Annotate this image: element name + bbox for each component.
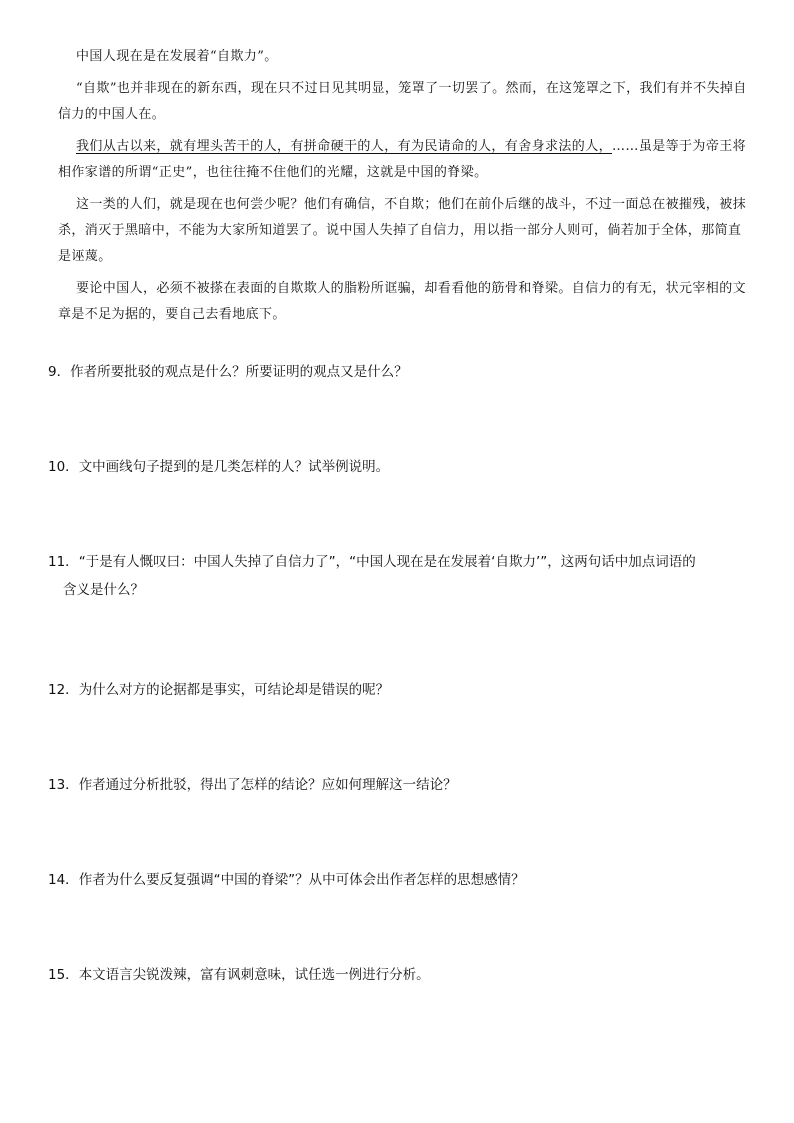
passage-paragraph-1: 中国人现在是在发展着“自欺力”。	[76, 49, 278, 64]
question-number: 13．	[48, 777, 79, 793]
question-text: 作者通过分析批驳，得出了怎样的结论？应如何理解这一结论？	[78, 777, 457, 793]
question-number: 11．	[48, 554, 79, 570]
passage-paragraph-3	[58, 134, 750, 186]
question-text-continued: 含义是什么？	[63, 582, 144, 598]
question-number: 10．	[48, 459, 79, 475]
question-10	[48, 453, 754, 481]
question-text: 本文语言尖锐泼辣，富有讽刺意味，试任选一例进行分析。	[78, 967, 430, 983]
underlined-sentence: 我们从古以来，就有埋头苦干的人，有拼命硬干的人，有为民请命的人，有舍身求法的人，	[76, 139, 613, 154]
passage-paragraph-2: “自欺”也并非现在的新东西，现在只不过日见其明显，笼罩了一切罢了。然而，在这笼罩之下，我们有并不失掉自信力的中国人在。	[58, 81, 747, 122]
passage-paragraph-3-rest: ……虽是等于为帝王将相作家谱的所谓“正史”，也往往掩不住他们的光耀，这就是中国的脊梁。	[58, 139, 747, 180]
question-14	[48, 866, 754, 894]
question-text: “于是有人慨叹曰：中国人失掉了自信力了”，“中国人现在是在发展着‘自欺力’”，这两句话中加点词语的	[78, 554, 696, 570]
question-9	[48, 358, 754, 386]
passage-paragraph-5: 要论中国人，必须不被搽在表面的自欺欺人的脂粉所诓骗，却看看他的筋骨和脊梁。自信力的有无，状元宰相的文章是不足为据的，要自己去看地底下。	[58, 281, 747, 322]
reading-passage	[58, 44, 750, 334]
question-number: 12．	[48, 682, 79, 698]
question-text: 文中画线句子提到的是几类怎样的人？试举例说明。	[78, 459, 390, 475]
question-number: 14．	[48, 872, 79, 888]
question-12	[48, 676, 754, 704]
question-number: 15．	[48, 967, 79, 983]
passage-paragraph-4: 这一类的人们，就是现在也何尝少呢？他们有确信，不自欺；他们在前仆后继的战斗，不过一面总在被摧残，被抹杀，消灭于黑暗中，不能为大家所知道罢了。说中国人失掉了自信力，用以指一部分人则可，倘若加于全体，那简直是诬蔑。	[58, 197, 747, 264]
question-text: 为什么对方的论据都是事实，可结论却是错误的呢？	[78, 682, 390, 698]
question-11	[48, 548, 754, 604]
question-text: 作者所要批驳的观点是什么？所要证明的观点又是什么？	[70, 364, 408, 380]
question-number: 9．	[48, 364, 71, 380]
question-15	[48, 961, 754, 989]
question-text: 作者为什么要反复强调“中国的脊梁”？从中可体会出作者怎样的思想感情？	[78, 872, 525, 888]
question-13	[48, 771, 754, 799]
